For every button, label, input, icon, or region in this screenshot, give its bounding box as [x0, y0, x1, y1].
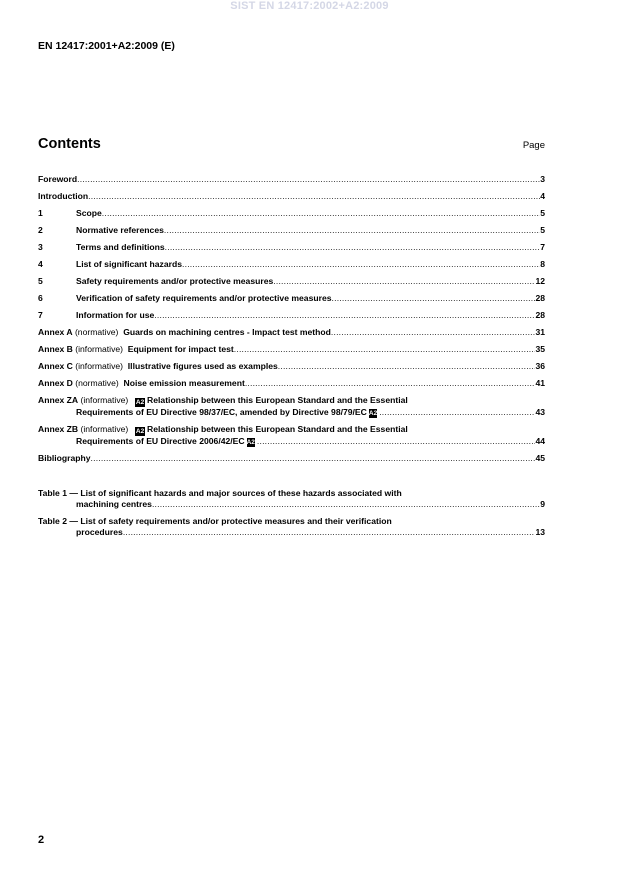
- table-title-line2: machining centres: [76, 499, 152, 509]
- toc-entry-scope[interactable]: [38, 208, 545, 219]
- table-title-line1: Table 2 — List of safety requirements and/or protective measures and their verification: [38, 516, 392, 526]
- toc-label: Scope: [76, 208, 102, 218]
- toc-number: 5: [38, 276, 43, 286]
- toc-page: 8: [540, 259, 545, 269]
- toc-page: 5: [540, 225, 545, 235]
- annex-id: Annex ZB: [38, 424, 79, 434]
- toc-label: Terms and definitions: [76, 242, 165, 252]
- toc-entry-annex-c[interactable]: [38, 361, 545, 372]
- table-of-contents: [38, 174, 545, 544]
- toc-entry-annex-a[interactable]: [38, 327, 545, 338]
- toc-page: 45: [535, 453, 545, 463]
- toc-entry-annex-zb[interactable]: [38, 424, 545, 447]
- toc-entry-normative-references[interactable]: [38, 225, 545, 236]
- toc-entry-table-1[interactable]: [38, 488, 545, 510]
- annex-title: Noise emission measurement: [123, 378, 245, 388]
- annex-type: (normative): [74, 327, 119, 337]
- toc-entry-annex-d[interactable]: [38, 378, 545, 389]
- toc-number: 7: [38, 310, 43, 320]
- annex-id: Annex ZA: [38, 395, 79, 405]
- toc-entry-terms-definitions[interactable]: [38, 242, 545, 253]
- toc-label: Safety requirements and/or protective measures: [76, 276, 274, 286]
- annex-title: Guards on machining centres - Impact test method: [123, 327, 331, 337]
- toc-entry-table-2[interactable]: [38, 516, 545, 538]
- toc-page: 43: [535, 407, 545, 417]
- annex-type: (normative): [75, 378, 119, 388]
- toc-page: 35: [535, 344, 545, 354]
- table-title-line1: Table 1 — List of significant hazards and major sources of these hazards associated with: [38, 488, 402, 498]
- toc-label: Verification of safety requirements and/or protective measures: [76, 293, 332, 303]
- toc-number: 4: [38, 259, 43, 269]
- toc-number: 1: [38, 208, 43, 218]
- toc-entry-safety-requirements[interactable]: [38, 276, 545, 287]
- annex-title-line2: Requirements of EU Directive 2006/42/EC: [76, 436, 245, 446]
- end-amendment-marker-icon: A2: [368, 410, 378, 417]
- annex-title: Equipment for impact test: [127, 344, 234, 354]
- toc-page: 3: [540, 174, 545, 184]
- annex-id: Annex A: [38, 327, 73, 337]
- toc-page: 9: [540, 499, 545, 509]
- annex-title-line1: Relationship between this European Standard and the Essential: [147, 424, 408, 434]
- toc-number: 3: [38, 242, 43, 252]
- contents-title: Contents: [38, 136, 101, 152]
- toc-label: List of significant hazards: [76, 259, 183, 269]
- toc-entry-foreword[interactable]: [38, 174, 545, 185]
- page-number: 2: [38, 834, 45, 846]
- page-column-label: Page: [522, 140, 545, 151]
- toc-page: 7: [540, 242, 545, 252]
- toc-page: 31: [535, 327, 545, 337]
- toc-label: Normative references: [76, 225, 164, 235]
- toc-entry-significant-hazards[interactable]: [38, 259, 545, 270]
- annex-title-line1: Relationship between this European Standard and the Essential: [147, 395, 408, 405]
- toc-number: 2: [38, 225, 43, 235]
- start-amendment-marker-icon: A2: [135, 428, 145, 435]
- toc-entry-bibliography[interactable]: [38, 453, 545, 464]
- toc-label: Introduction: [38, 191, 89, 201]
- table-title-line2: procedures: [76, 527, 123, 537]
- annex-id: Annex C: [38, 361, 73, 371]
- toc-page: 13: [535, 527, 545, 537]
- annex-type: (informative): [80, 395, 129, 405]
- toc-page: 4: [540, 191, 545, 201]
- annex-title-line2: Requirements of EU Directive 98/37/EC, amended by Directive 98/79/EC: [76, 407, 367, 417]
- toc-entry-information-for-use[interactable]: [38, 310, 545, 321]
- toc-label: Bibliography: [38, 453, 91, 463]
- document-id: EN 12417:2001+A2:2009 (E): [38, 40, 175, 52]
- annex-type: (informative): [75, 361, 124, 371]
- start-amendment-marker-icon: A2: [135, 399, 145, 406]
- toc-page: 36: [535, 361, 545, 371]
- annex-id: Annex D: [38, 378, 73, 388]
- annex-title: Illustrative figures used as examples: [127, 361, 278, 371]
- toc-page: 12: [535, 276, 545, 286]
- toc-page: 28: [535, 310, 545, 320]
- toc-label: Foreword: [38, 174, 78, 184]
- toc-page: 5: [540, 208, 545, 218]
- toc-page: 44: [535, 436, 545, 446]
- toc-page: 28: [535, 293, 545, 303]
- annex-type: (informative): [80, 424, 129, 434]
- toc-entry-annex-za[interactable]: [38, 395, 545, 418]
- toc-label: Information for use: [76, 310, 155, 320]
- toc-entry-introduction[interactable]: [38, 191, 545, 202]
- toc-page: 41: [535, 378, 545, 388]
- toc-entry-verification[interactable]: [38, 293, 545, 304]
- annex-type: (informative): [75, 344, 124, 354]
- toc-number: 6: [38, 293, 43, 303]
- end-amendment-marker-icon: A2: [246, 439, 255, 446]
- toc-entry-annex-b[interactable]: [38, 344, 545, 355]
- watermark: SIST EN 12417:2002+A2:2009: [230, 0, 389, 12]
- annex-id: Annex B: [38, 344, 73, 354]
